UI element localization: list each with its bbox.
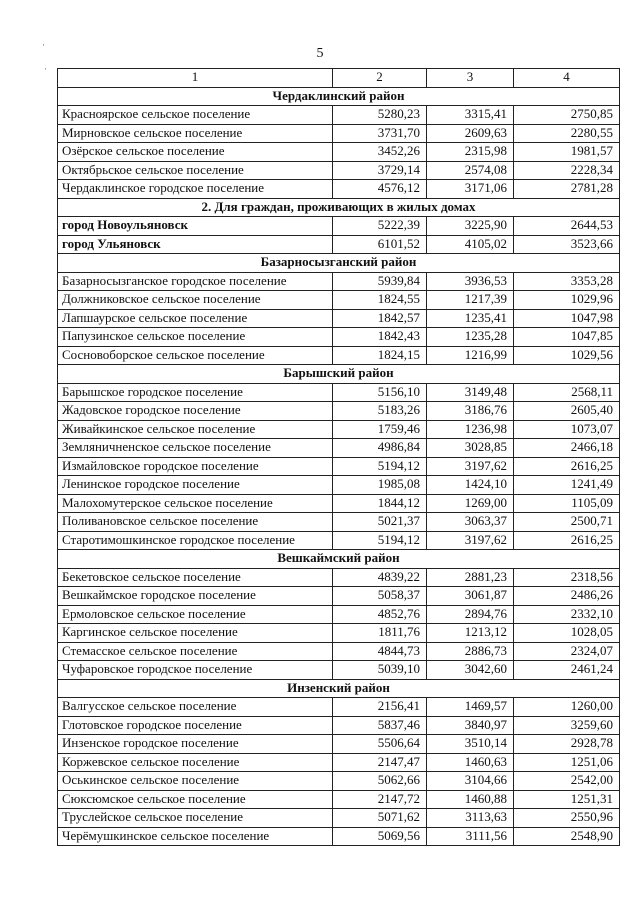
settlement-name: город Ульяновск — [58, 235, 333, 254]
settlement-name: Валгусское сельское поселение — [58, 698, 333, 717]
settlement-name: Стемасское сельское поселение — [58, 642, 333, 661]
table-row — [58, 180, 620, 199]
table-row — [58, 494, 620, 513]
section-title: Инзенский район — [58, 679, 620, 698]
value-cell-v4: 2486,26 — [514, 587, 620, 606]
value-cell-v4: 2461,24 — [514, 661, 620, 680]
value-cell-v4: 3259,60 — [514, 716, 620, 735]
value-cell-v3: 3113,63 — [427, 809, 514, 828]
settlement-name: Старотимошкинское городское поселение — [58, 531, 333, 550]
value-cell-v2: 5183,26 — [333, 402, 427, 421]
value-cell-v4: 2548,90 — [514, 827, 620, 846]
settlement-name: Красноярское сельское поселение — [58, 106, 333, 125]
table-row — [58, 143, 620, 162]
settlement-name: Октябрьское сельское поселение — [58, 161, 333, 180]
value-cell-v4: 2500,71 — [514, 513, 620, 532]
value-cell-v2: 1824,55 — [333, 291, 427, 310]
value-cell-v2: 1985,08 — [333, 476, 427, 495]
value-cell-v4: 1047,85 — [514, 328, 620, 347]
settlement-name: Инзенское городское поселение — [58, 735, 333, 754]
table-row — [58, 716, 620, 735]
value-cell-v2: 4986,84 — [333, 439, 427, 458]
value-cell-v3: 2894,76 — [427, 605, 514, 624]
value-cell-v2: 5194,12 — [333, 457, 427, 476]
table-row — [58, 642, 620, 661]
settlement-name: Глотовское городское поселение — [58, 716, 333, 735]
settlement-name: Ленинское городское поселение — [58, 476, 333, 495]
value-cell-v4: 2750,85 — [514, 106, 620, 125]
value-cell-v3: 3197,62 — [427, 457, 514, 476]
scan-mark: · — [42, 40, 45, 50]
value-cell-v3: 2609,63 — [427, 124, 514, 143]
column-header: 1 — [58, 69, 333, 88]
section-header-row — [58, 679, 620, 698]
value-cell-v2: 4576,12 — [333, 180, 427, 199]
table-row — [58, 735, 620, 754]
settlement-name: Должниковское сельское поселение — [58, 291, 333, 310]
value-cell-v3: 3840,97 — [427, 716, 514, 735]
table-row — [58, 772, 620, 791]
value-cell-v3: 3061,87 — [427, 587, 514, 606]
value-cell-v3: 3315,41 — [427, 106, 514, 125]
value-cell-v3: 2881,23 — [427, 568, 514, 587]
settlement-name: Лапшаурское сельское поселение — [58, 309, 333, 328]
value-cell-v4: 1073,07 — [514, 420, 620, 439]
value-cell-v2: 5039,10 — [333, 661, 427, 680]
value-cell-v4: 2280,55 — [514, 124, 620, 143]
value-cell-v3: 1235,28 — [427, 328, 514, 347]
value-cell-v4: 2318,56 — [514, 568, 620, 587]
value-cell-v2: 5156,10 — [333, 383, 427, 402]
value-cell-v3: 3510,14 — [427, 735, 514, 754]
table-row — [58, 124, 620, 143]
section-title: Чердаклинский район — [58, 87, 620, 106]
settlement-name: Каргинское сельское поселение — [58, 624, 333, 643]
value-cell-v2: 1842,43 — [333, 328, 427, 347]
value-cell-v2: 5071,62 — [333, 809, 427, 828]
value-cell-v3: 1236,98 — [427, 420, 514, 439]
settlement-name: Измайловское городское поселение — [58, 457, 333, 476]
value-cell-v3: 3063,37 — [427, 513, 514, 532]
settlement-name: Труслейское сельское поселение — [58, 809, 333, 828]
value-cell-v3: 3028,85 — [427, 439, 514, 458]
value-cell-v4: 2644,53 — [514, 217, 620, 236]
value-cell-v4: 3353,28 — [514, 272, 620, 291]
settlement-name: Бекетовское сельское поселение — [58, 568, 333, 587]
table-row — [58, 476, 620, 495]
value-cell-v2: 1759,46 — [333, 420, 427, 439]
table-row — [58, 106, 620, 125]
value-cell-v4: 1241,49 — [514, 476, 620, 495]
section-title: 2. Для граждан, проживающих в жилых домах — [58, 198, 620, 217]
section-header-row — [58, 550, 620, 569]
value-cell-v3: 1269,00 — [427, 494, 514, 513]
value-cell-v3: 1217,39 — [427, 291, 514, 310]
value-cell-v2: 5837,46 — [333, 716, 427, 735]
value-cell-v3: 3104,66 — [427, 772, 514, 791]
value-cell-v3: 1235,41 — [427, 309, 514, 328]
value-cell-v4: 1029,56 — [514, 346, 620, 365]
value-cell-v2: 5069,56 — [333, 827, 427, 846]
value-cell-v4: 2228,34 — [514, 161, 620, 180]
value-cell-v3: 3042,60 — [427, 661, 514, 680]
value-cell-v4: 1251,31 — [514, 790, 620, 809]
settlement-name: Сюксюмское сельское поселение — [58, 790, 333, 809]
value-cell-v4: 2324,07 — [514, 642, 620, 661]
value-cell-v2: 3731,70 — [333, 124, 427, 143]
section-header-row — [58, 365, 620, 384]
settlement-name: Черёмушкинское сельское поселение — [58, 827, 333, 846]
value-cell-v4: 2781,28 — [514, 180, 620, 199]
value-cell-v3: 2886,73 — [427, 642, 514, 661]
value-cell-v4: 2616,25 — [514, 531, 620, 550]
table-body — [58, 87, 620, 846]
settlement-name: Вешкаймское городское поселение — [58, 587, 333, 606]
column-header: 2 — [333, 69, 427, 88]
section-title: Вешкаймский район — [58, 550, 620, 569]
table-row — [58, 420, 620, 439]
table-row — [58, 624, 620, 643]
section-header-row — [58, 198, 620, 217]
value-cell-v2: 5194,12 — [333, 531, 427, 550]
value-cell-v4: 1105,09 — [514, 494, 620, 513]
value-cell-v4: 1981,57 — [514, 143, 620, 162]
table-row — [58, 587, 620, 606]
section-title: Барышский район — [58, 365, 620, 384]
value-cell-v2: 2147,72 — [333, 790, 427, 809]
table-row — [58, 698, 620, 717]
table-row — [58, 605, 620, 624]
value-cell-v3: 1460,88 — [427, 790, 514, 809]
table-row — [58, 790, 620, 809]
value-cell-v2: 3452,26 — [333, 143, 427, 162]
value-cell-v2: 1811,76 — [333, 624, 427, 643]
value-cell-v4: 2542,00 — [514, 772, 620, 791]
value-cell-v2: 5506,64 — [333, 735, 427, 754]
value-cell-v3: 3225,90 — [427, 217, 514, 236]
settlement-name: Поливановское сельское поселение — [58, 513, 333, 532]
table-row — [58, 309, 620, 328]
settlement-name: Коржевское сельское поселение — [58, 753, 333, 772]
settlement-name: Папузинское сельское поселение — [58, 328, 333, 347]
scan-mark: · — [44, 64, 47, 74]
table-row — [58, 328, 620, 347]
settlement-name: Малохомутерское сельское поселение — [58, 494, 333, 513]
value-cell-v4: 3523,66 — [514, 235, 620, 254]
value-cell-v2: 1824,15 — [333, 346, 427, 365]
value-cell-v4: 2466,18 — [514, 439, 620, 458]
settlement-name: Оськинское сельское поселение — [58, 772, 333, 791]
table-row — [58, 439, 620, 458]
value-cell-v4: 1251,06 — [514, 753, 620, 772]
section-header-row — [58, 254, 620, 273]
table-row — [58, 753, 620, 772]
value-cell-v2: 5062,66 — [333, 772, 427, 791]
table-row — [58, 291, 620, 310]
value-cell-v2: 1842,57 — [333, 309, 427, 328]
value-cell-v2: 4852,76 — [333, 605, 427, 624]
value-cell-v2: 1844,12 — [333, 494, 427, 513]
column-header: 4 — [514, 69, 620, 88]
page-number: 5 — [316, 46, 324, 61]
value-cell-v2: 5280,23 — [333, 106, 427, 125]
value-cell-v3: 3149,48 — [427, 383, 514, 402]
value-cell-v3: 3186,76 — [427, 402, 514, 421]
value-cell-v2: 3729,14 — [333, 161, 427, 180]
table-row — [58, 457, 620, 476]
settlement-name: Живайкинское сельское поселение — [58, 420, 333, 439]
value-cell-v2: 6101,52 — [333, 235, 427, 254]
value-cell-v4: 1028,05 — [514, 624, 620, 643]
value-cell-v2: 5222,39 — [333, 217, 427, 236]
value-cell-v2: 2147,47 — [333, 753, 427, 772]
table-row — [58, 217, 620, 236]
settlement-name: Чуфаровское городское поселение — [58, 661, 333, 680]
value-cell-v3: 1213,12 — [427, 624, 514, 643]
value-cell-v3: 4105,02 — [427, 235, 514, 254]
column-header-row — [58, 69, 620, 88]
settlement-name: Сосновоборское сельское поселение — [58, 346, 333, 365]
value-cell-v4: 2928,78 — [514, 735, 620, 754]
value-cell-v2: 2156,41 — [333, 698, 427, 717]
value-cell-v4: 1029,96 — [514, 291, 620, 310]
value-cell-v3: 2574,08 — [427, 161, 514, 180]
value-cell-v2: 5021,37 — [333, 513, 427, 532]
table-row — [58, 827, 620, 846]
column-header: 3 — [427, 69, 514, 88]
settlement-name: Жадовское городское поселение — [58, 402, 333, 421]
value-cell-v4: 2605,40 — [514, 402, 620, 421]
table-row — [58, 402, 620, 421]
value-cell-v3: 1216,99 — [427, 346, 514, 365]
settlement-name: Ермоловское сельское поселение — [58, 605, 333, 624]
settlement-name: город Новоульяновск — [58, 217, 333, 236]
value-cell-v4: 1260,00 — [514, 698, 620, 717]
value-cell-v2: 4844,73 — [333, 642, 427, 661]
tariff-table — [57, 68, 620, 846]
section-header-row — [58, 87, 620, 106]
value-cell-v4: 2616,25 — [514, 457, 620, 476]
table-row — [58, 383, 620, 402]
value-cell-v2: 4839,22 — [333, 568, 427, 587]
value-cell-v4: 2332,10 — [514, 605, 620, 624]
table-row — [58, 272, 620, 291]
value-cell-v3: 1469,57 — [427, 698, 514, 717]
value-cell-v4: 2568,11 — [514, 383, 620, 402]
settlement-name: Чердаклинское городское поселение — [58, 180, 333, 199]
value-cell-v2: 5058,37 — [333, 587, 427, 606]
table-row — [58, 346, 620, 365]
value-cell-v3: 3111,56 — [427, 827, 514, 846]
settlement-name: Базарносызганское городское поселение — [58, 272, 333, 291]
table-row — [58, 513, 620, 532]
settlement-name: Мирновское сельское поселение — [58, 124, 333, 143]
table-row — [58, 661, 620, 680]
value-cell-v3: 3936,53 — [427, 272, 514, 291]
value-cell-v3: 2315,98 — [427, 143, 514, 162]
value-cell-v3: 1424,10 — [427, 476, 514, 495]
table-row — [58, 531, 620, 550]
table-row — [58, 809, 620, 828]
value-cell-v3: 3171,06 — [427, 180, 514, 199]
settlement-name: Земляничненское сельское поселение — [58, 439, 333, 458]
section-title: Базарносызганский район — [58, 254, 620, 273]
value-cell-v3: 1460,63 — [427, 753, 514, 772]
table-row — [58, 161, 620, 180]
settlement-name: Барышское городское поселение — [58, 383, 333, 402]
value-cell-v3: 3197,62 — [427, 531, 514, 550]
value-cell-v4: 2550,96 — [514, 809, 620, 828]
settlement-name: Озёрское сельское поселение — [58, 143, 333, 162]
table-row — [58, 235, 620, 254]
value-cell-v4: 1047,98 — [514, 309, 620, 328]
table-row — [58, 568, 620, 587]
value-cell-v2: 5939,84 — [333, 272, 427, 291]
